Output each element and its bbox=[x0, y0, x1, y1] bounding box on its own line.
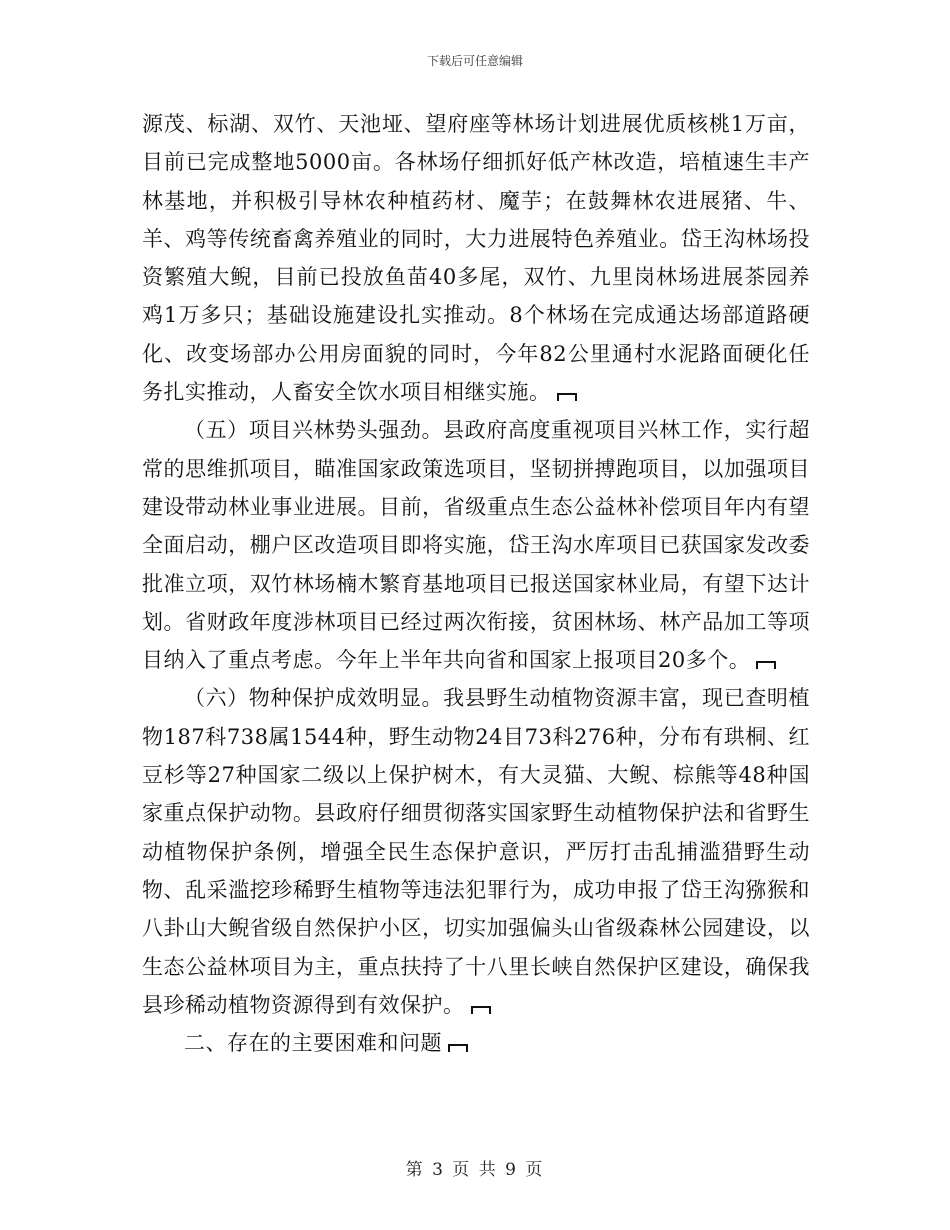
paragraph-section-six bbox=[142, 679, 810, 1024]
paragraph-text: （五）项目兴林势头强劲。县政府高度重视项目兴林工作，实行超常的思维抓项目，瞄准国家政策选项目，坚韧拼搏跑项目，以加强项目建设带动林业事业进展。目前，省级重点生态公益林补偿项目年内有望全面启动，棚户区改造项目即将实施，岱王沟水库项目已获国家发改委批准立项，双竹林场楠木繁育基地项目已报送国家林业局，有望下达计划。省财政年度涉林项目已经过两次衔接，贫困林场、林产品加工等项目纳入了重点考虑。今年上半年共向省和国家上报项目20多个。 bbox=[142, 418, 810, 673]
page-header: 下载后可任意编辑 bbox=[426, 54, 523, 68]
heading-text: 二、存在的主要困难和问题 bbox=[184, 1031, 442, 1056]
page-footer: 第 3 页 共 9 页 bbox=[405, 1160, 545, 1180]
section-heading-problems bbox=[142, 1024, 810, 1062]
document-body bbox=[142, 105, 810, 1062]
paragraph-mark-icon bbox=[557, 393, 577, 401]
paragraph-mark-icon bbox=[471, 1006, 491, 1014]
paragraph-text: 源茂、标湖、双竹、天池垭、望府座等林场计划进展优质核桃1万亩，目前已完成整地5000亩。各林场仔细抓好低产林改造，培植速生丰产林基地，并积极引导林农种植药材、魔芋；在鼓舞林农进展猪、牛、羊、鸡等传统畜禽养殖业的同时，大力进展特色养殖业。岱王沟林场投资繁殖大鲵，目前已投放鱼苗40多尾，双竹、九里岗林场进展茶园养鸡1万多只；基础设施建设扎实推动。8个林场在完成通达场部道路硬化、改变场部办公用房面貌的同时，今年82公里通村水泥路面硬化任务扎实推动，人畜安全饮水项目相继实施。 bbox=[142, 112, 810, 405]
paragraph-section-five bbox=[142, 411, 810, 679]
paragraph-mark-icon bbox=[448, 1044, 468, 1052]
paragraph-continuation bbox=[142, 105, 810, 411]
paragraph-text: （六）物种保护成效明显。我县野生动植物资源丰富，现已查明植物187科738属1544种，野生动物24目73科276种，分布有珙桐、红豆杉等27种国家二级以上保护树木，有大灵猫、大鲵、棕熊等48种国家重点保护动物。县政府仔细贯彻落实国家野生动植物保护法和省野生动植物保护条例，增强全民生态保护意识，严厉打击乱捕滥猎野生动物、乱采滥挖珍稀野生植物等违法犯罪行为，成功申报了岱王沟猕猴和八卦山大鲵省级自然保护小区，切实加强偏头山省级森林公园建设，以生态公益林项目为主，重点扶持了十八里长峡自然保护区建设，确保我县珍稀动植物资源得到有效保护。 bbox=[142, 686, 810, 1017]
paragraph-mark-icon bbox=[756, 661, 776, 669]
